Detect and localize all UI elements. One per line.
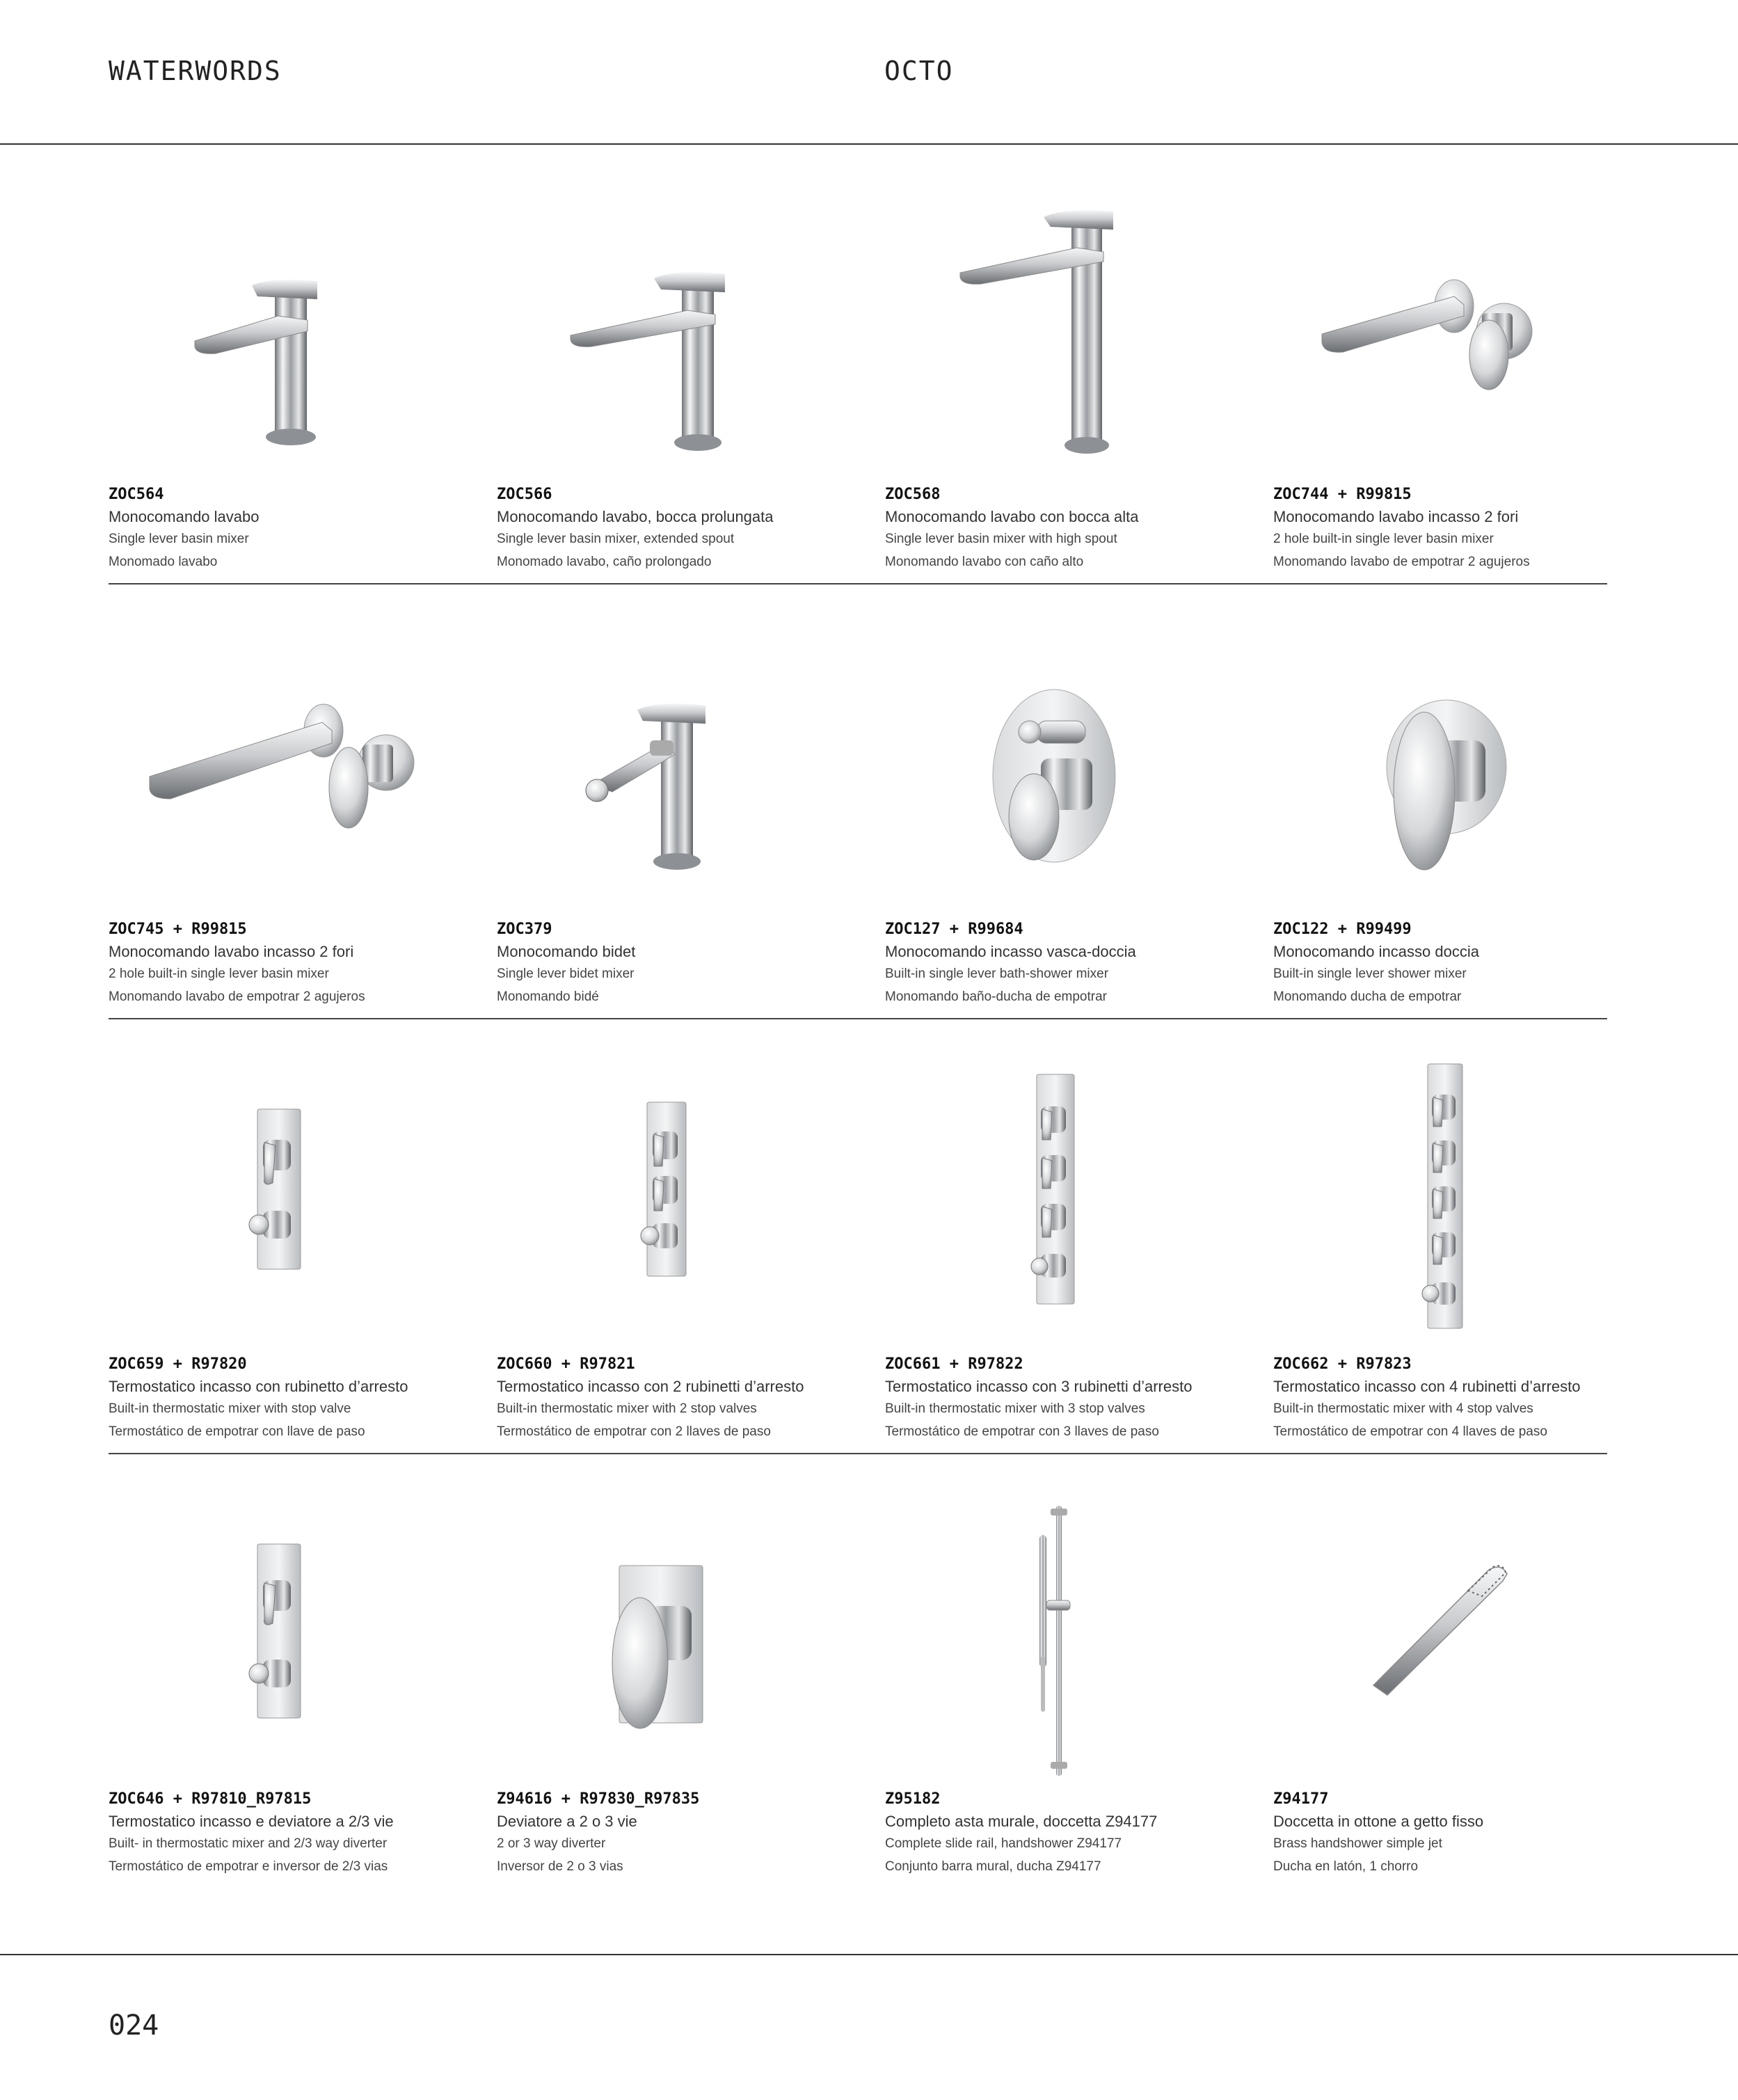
product-code: Z95182 — [885, 1790, 941, 1808]
bath-shower-mixer-icon — [981, 682, 1127, 870]
product-code: Z94616 + R97830_R97835 — [497, 1790, 700, 1808]
product-code: ZOC744 + R99815 — [1273, 486, 1412, 503]
diverter-icon — [605, 1559, 710, 1740]
product-code: ZOC566 — [497, 486, 552, 503]
row-divider — [109, 583, 1607, 584]
shower-mixer-icon — [1360, 696, 1513, 884]
product-name-en: 2 hole built-in single lever basin mixer — [109, 967, 329, 981]
product-name-en: Built-in thermostatic mixer with 2 stop valves — [497, 1401, 757, 1416]
product-code: ZOC659 + R97820 — [109, 1355, 247, 1373]
product-name-it: Monocomando incasso doccia — [1273, 943, 1479, 960]
product-name-en: Single lever basin mixer, extended spout — [497, 532, 735, 546]
product-name-it: Termostatico incasso con 4 rubinetti d’arresto — [1273, 1378, 1581, 1395]
product-name-en: Built- in thermostatic mixer and 2/3 way diverter — [109, 1836, 388, 1851]
product-name-it: Termostatico incasso e deviatore a 2/3 vie — [109, 1813, 394, 1830]
page-number: 024 — [109, 2010, 159, 2042]
product-name-es: Monomado lavabo — [109, 555, 218, 569]
product-name-it: Monocomando lavabo, bocca prolungata — [497, 508, 774, 525]
product-name-en: Complete slide rail, handshower Z94177 — [885, 1836, 1122, 1851]
product-name-es: Termostático de empotrar e inversor de 2/3 vias — [109, 1859, 388, 1874]
product-name-it: Monocomando incasso vasca-doccia — [885, 943, 1136, 960]
product-name-es: Monomando lavabo con caño alto — [885, 555, 1084, 569]
product-name-en: Single lever basin mixer — [109, 532, 249, 546]
basin-mixer-icon — [188, 264, 327, 445]
product-name-it: Monocomando lavabo con bocca alta — [885, 508, 1139, 525]
product-name-it: Monocomando bidet — [497, 943, 636, 960]
product-name-es: Termostático de empotrar con 3 llaves de paso — [885, 1424, 1159, 1439]
product-name-it: Deviatore a 2 o 3 vie — [497, 1813, 637, 1830]
thermostatic-diverter-icon — [244, 1541, 313, 1722]
product-name-en: 2 hole built-in single lever basin mixer — [1273, 532, 1494, 546]
bidet-mixer-icon — [571, 696, 751, 877]
thermostatic-4-icon — [1405, 1061, 1482, 1333]
thermostatic-1-icon — [244, 1106, 313, 1273]
product-name-es: Monomando lavabo de empotrar 2 agujeros — [109, 989, 365, 1004]
product-code: ZOC660 + R97821 — [497, 1355, 635, 1373]
product-code: ZOC646 + R97810_R97815 — [109, 1790, 312, 1808]
product-name-en: Built-in thermostatic mixer with 3 stop valves — [885, 1401, 1145, 1416]
product-name-en: Brass handshower simple jet — [1273, 1836, 1442, 1851]
brand-title: WATERWORDS — [109, 56, 282, 86]
product-name-es: Conjunto barra mural, ducha Z94177 — [885, 1859, 1101, 1874]
thermostatic-2-icon — [633, 1099, 703, 1280]
product-name-it: Monocomando lavabo — [109, 508, 260, 525]
product-name-es: Monomado lavabo, caño prolongado — [497, 555, 712, 569]
product-name-en: 2 or 3 way diverter — [497, 1836, 606, 1851]
product-name-en: Single lever basin mixer with high spout — [885, 532, 1117, 546]
product-name-en: Built-in single lever bath-shower mixer — [885, 967, 1109, 981]
product-name-it: Monocomando lavabo incasso 2 fori — [1273, 508, 1519, 525]
product-name-it: Doccetta in ottone a getto fisso — [1273, 1813, 1484, 1830]
product-name-en: Single lever bidet mixer — [497, 967, 635, 981]
row-divider — [109, 1018, 1607, 1019]
product-code: ZOC568 — [885, 486, 941, 503]
basin-mixer-extended-icon — [564, 257, 738, 452]
product-code: ZOC127 + R99684 — [885, 921, 1023, 938]
product-code: ZOC122 + R99499 — [1273, 921, 1412, 938]
wall-basin-mixer-icon — [1315, 264, 1538, 404]
header-divider — [0, 143, 1738, 145]
product-name-it: Termostatico incasso con 3 rubinetti d’arresto — [885, 1378, 1193, 1395]
product-name-es: Monomando bidé — [497, 989, 599, 1004]
product-name-es: Termostático de empotrar con 4 llaves de paso — [1273, 1424, 1547, 1439]
handshower-icon — [1364, 1552, 1517, 1705]
product-name-es: Termostático de empotrar con 2 llaves de paso — [497, 1424, 771, 1439]
wall-basin-mixer-long-icon — [143, 696, 421, 842]
product-code: ZOC564 — [109, 486, 164, 503]
product-name-es: Inversor de 2 o 3 vias — [497, 1859, 623, 1874]
product-name-es: Monomando lavabo de empotrar 2 agujeros — [1273, 555, 1530, 569]
product-name-en: Built-in thermostatic mixer with stop valve — [109, 1401, 351, 1416]
thermostatic-3-icon — [1016, 1072, 1092, 1308]
product-name-it: Termostatico incasso con rubinetto d’arresto — [109, 1378, 408, 1395]
basin-mixer-high-icon — [953, 202, 1127, 459]
product-code: Z94177 — [1273, 1790, 1329, 1808]
product-code: ZOC661 + R97822 — [885, 1355, 1023, 1373]
product-name-it: Monocomando lavabo incasso 2 fori — [109, 943, 354, 960]
footer-divider — [0, 1954, 1738, 1955]
product-code: ZOC745 + R99815 — [109, 921, 247, 938]
product-name-it: Completo asta murale, doccetta Z94177 — [885, 1813, 1158, 1830]
product-name-es: Ducha en latón, 1 chorro — [1273, 1859, 1419, 1874]
product-name-es: Monomando baño-ducha de empotrar — [885, 989, 1107, 1004]
product-name-es: Termostático de empotrar con llave de paso — [109, 1424, 365, 1439]
product-code: ZOC662 + R97823 — [1273, 1355, 1412, 1373]
product-name-it: Termostatico incasso con 2 rubinetti d’arresto — [497, 1378, 804, 1395]
product-name-es: Monomando ducha de empotrar — [1273, 989, 1462, 1004]
product-code: ZOC379 — [497, 921, 552, 938]
row-divider — [109, 1453, 1607, 1454]
product-name-en: Built-in single lever shower mixer — [1273, 967, 1467, 981]
collection-title: OCTO — [884, 56, 954, 86]
slide-rail-icon — [1030, 1503, 1092, 1781]
product-name-en: Built-in thermostatic mixer with 4 stop valves — [1273, 1401, 1533, 1416]
